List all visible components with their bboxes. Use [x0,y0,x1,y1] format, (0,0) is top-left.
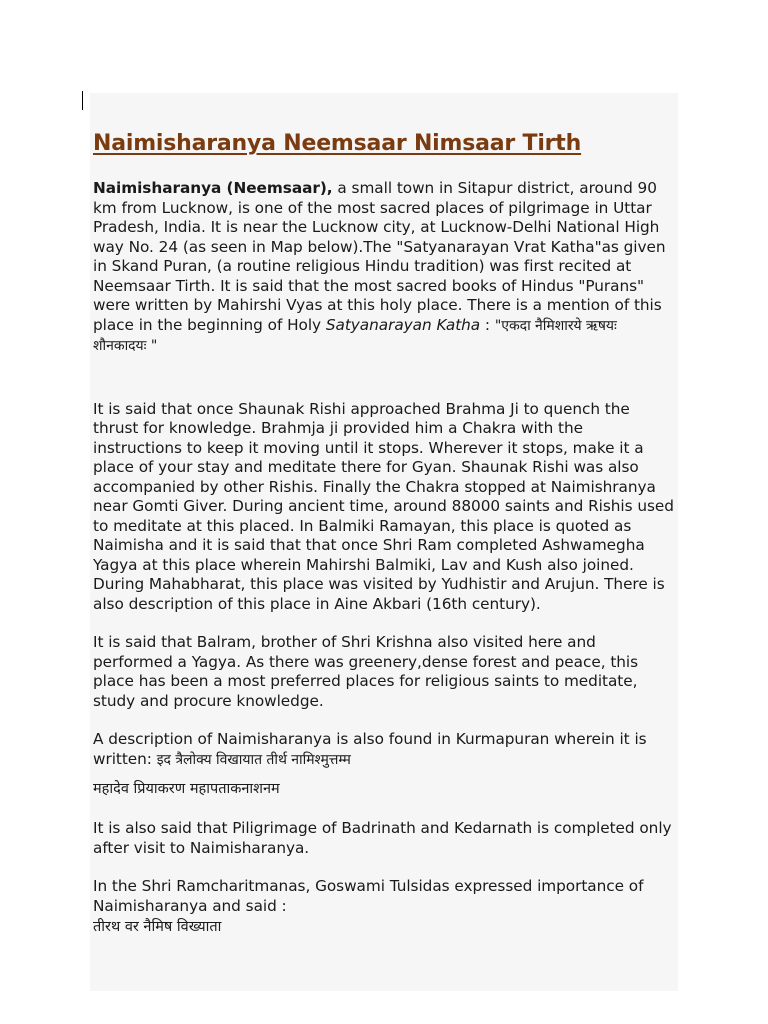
text-cursor [82,91,83,110]
tulsidas-sanskrit: तीरथ वर नैमिष विख्याता [93,919,222,935]
balram-paragraph: It is said that Balram, brother of Shri Krishna also visited here and performed a Yagya. As there was greenery,dense forest and peace, this place has been a most preferred places for religious saints to meditate, study and procure knowledge. [93,633,639,710]
page-title: Naimisharanya Neemsaar Nimsaar Tirth [93,131,582,156]
kurmapuran-sanskrit-line2: महादेव प्रियाकरण महापताकनाशनम [93,781,280,797]
document-page [90,93,678,991]
badrinath-paragraph: It is also said that Piligrimage of Badrinath and Kedarnath is completed only after visit to Naimisharanya. [93,819,672,857]
sanskrit-quote: "एकदा नैमिशारये ऋषयः शौनकादयः " [93,317,617,354]
shaunak-paragraph: It is said that once Shaunak Rishi approached Brahma Ji to quench the thrust for knowledge. Brahmja ji provided him a Chakra with the instructions to keep it moving until it stops. Wherever it stops, make it a place of your stay and meditate there for Gyan. Shaunak Rishi was also accompanied by other Rishis. Finally the Chakra stopped at Naimishranya near Gomti Giver. During ancient time, around 88000 saints and Rishis used to meditate at this placed. In Balmiki Ramayan, this place is quoted as Naimisha and it is said that that once Shri Ram completed Ashwamegha Yagya at this place wherein Mahirshi Balmiki, Lav and Kush also joined. During Mahabharat, this place was visited by Yudhistir and Arujun. There is also description of this place in Aine Akbari (16th century). [93,399,674,613]
intro-italic: Satyanarayan Katha [325,315,481,334]
kurmapuran-paragraph [93,730,674,770]
tulsidas-paragraph: In the Shri Ramcharitmanas, Goswami Tulsidas expressed importance of Naimisharanya and said : [93,877,644,915]
intro-lead: Naimisharanya (Neemsaar), [93,179,333,197]
intro-paragraph [93,179,674,357]
intro-body: a small town in Sitapur district, around 90 km from Lucknow, is one of the most sacred places of pilgrimage in Uttar Pradesh, India. It is near the Lucknow city, at Lucknow-Delhi National High way No. 24 (as seen in Map below).The "Satyanarayan Vrat Katha"as given in Skand Puran, (a routine religious Hindu tradition) was first recited at Neemsaar Tirth. It is said that the most sacred books of Hindus "Purans" were written by Mahirshi Vyas at this holy place. There is a mention of this place in the beginning of Holy [93,179,666,334]
kurmapuran-sanskrit: इद त्रैलोक्य विखायात तीर्थ नामिश्मुत्तम्म [156,751,351,768]
intro-separator: : [480,315,495,334]
kurmapuran-text: A description of Naimisharanya is also found in Kurmapuran wherein it is written: [93,730,647,768]
